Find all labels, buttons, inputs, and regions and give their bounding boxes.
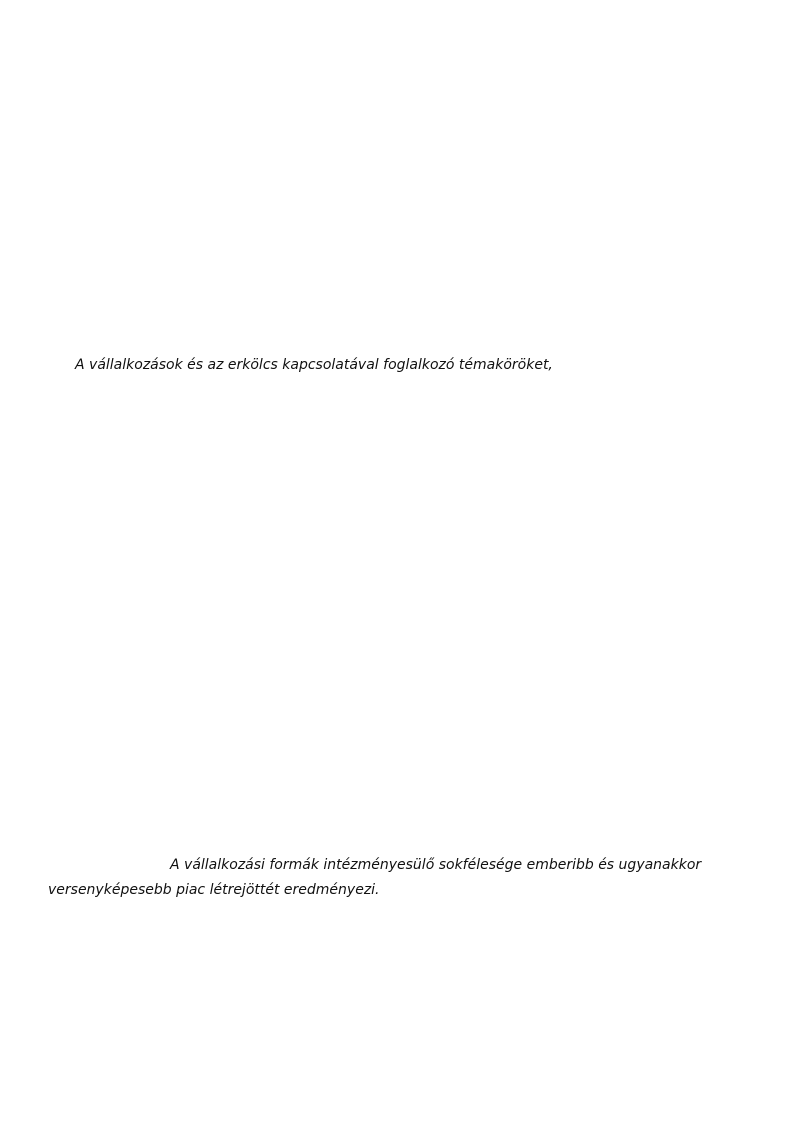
paragraph-2-line-2: versenyképesebb piac létrejöttét eredményezi. [48, 882, 380, 898]
paragraph-1-line-1: A vállalkozások és az erkölcs kapcsolatával foglalkozó témaköröket, [75, 357, 553, 373]
paragraph-2-line-1: A vállalkozási formák intézményesülő sokfélesége emberibb és ugyanakkor [170, 857, 702, 873]
